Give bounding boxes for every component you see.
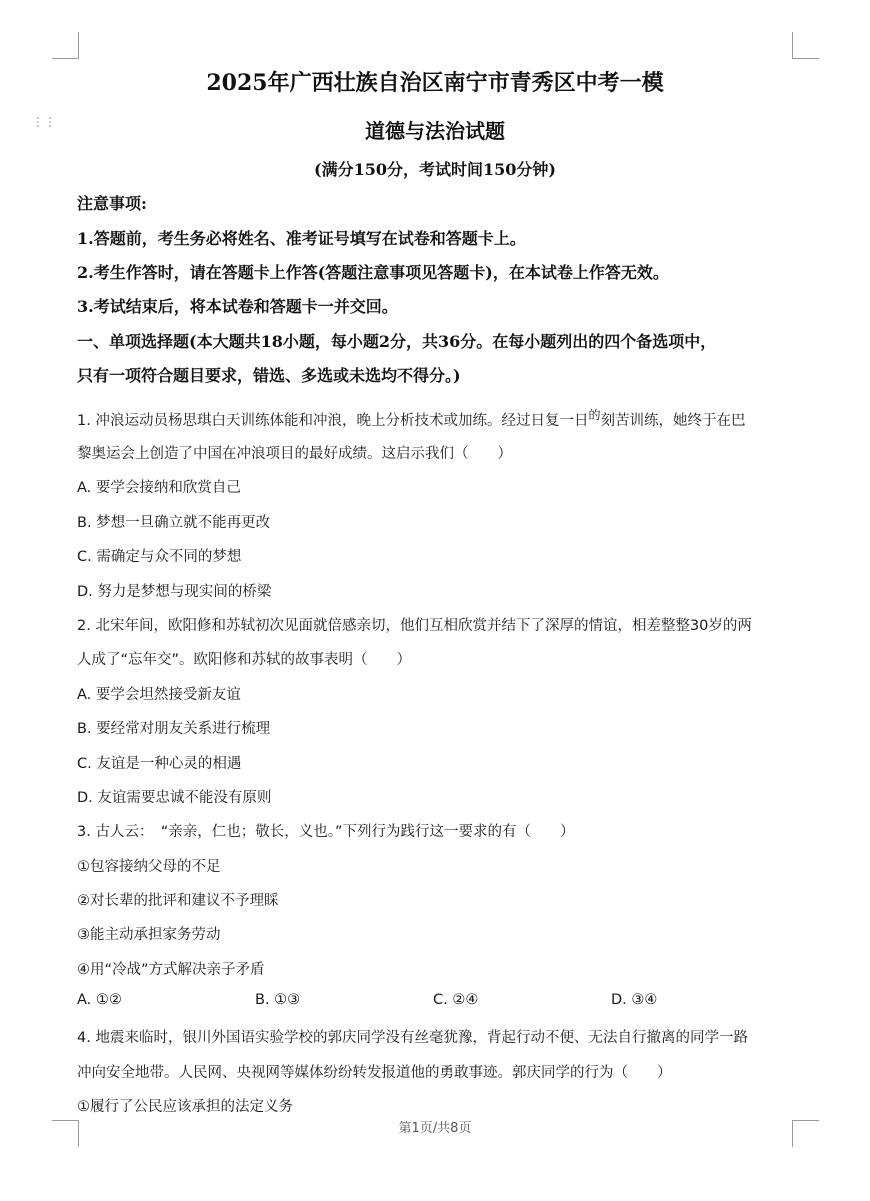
question-3-option-a: A. ①② [77,992,122,1008]
notice-item-2: 2.考生作答时，请在答题卡上作答(答题注意事项见答题卡)，在本试卷上作答无效。 [77,263,669,282]
question-2-option-a: A. 要学会坦然接受新友谊 [77,687,241,703]
question-2-option-b: B. 要经常对朋友关系进行梳理 [77,721,271,737]
crop-mark-top-left [52,32,79,59]
subject-title: 道德与法治试题 [365,119,505,143]
question-2-option-d: D. 友谊需要忠诚不能没有原则 [77,790,272,806]
notice-item-3: 3.考试结束后，将本试卷和答题卡一并交回。 [77,297,398,316]
question-1-option-d: D. 努力是梦想与现实间的桥梁 [77,584,272,600]
question-4-stem-line-2: 冲向安全地带。人民网、央视网等媒体纷纷转发报道他的勇敢事迹。郭庆同学的行为（ ） [77,1065,672,1081]
question-3-item-2: ②对长辈的批评和建议不予理睬 [77,893,279,909]
notice-item-1: 1.答题前，考生务必将姓名、准考证号填写在试卷和答题卡上。 [77,229,526,248]
crop-mark-top-right [792,32,819,59]
question-4-item-1: ①履行了公民应该承担的法定义务 [77,1099,293,1115]
score-note: (满分150分，考试时间150分钟) [314,160,556,179]
section-heading-line-1: 一、单项选择题(本大题共18小题，每小题2分，共36分。在每小题列出的四个备选项中， [77,332,717,351]
question-1-stem-part-a: 1. 冲浪运动员杨思琪白天训练体能和冲浪，晚上分析技术或加练。经过日复一日 [77,412,589,429]
section-heading-line-2: 只有一项符合题目要求，错选、多选或未选均不得分。) [77,366,461,385]
question-3-item-3: ③能主动承担家务劳动 [77,927,221,943]
question-1-stem-part-b: 刻苦训练，她终于在巴 [600,412,746,429]
question-1-stem-line-1 [77,406,745,430]
question-1-option-c: C. 需确定与众不同的梦想 [77,549,242,565]
question-3-item-4: ④用“冷战”方式解决亲子矛盾 [77,962,265,978]
question-4-stem-line-1: 4. 地震来临时，银川外国语实验学校的郭庆同学没有丝毫犹豫，背起行动不便、无法自行撤离的同学一路 [77,1030,748,1046]
notice-heading: 注意事项: [77,194,147,213]
question-3-option-d: D. ③④ [611,992,658,1008]
question-1-stem-line-2: 黎奥运会上创造了中国在冲浪项目的最好成绩。这启示我们（ ） [77,446,512,462]
question-3-item-1: ①包容接纳父母的不足 [77,859,221,875]
question-3-option-b: B. ①③ [255,992,301,1008]
question-2-stem-line-1: 2. 北宋年间，欧阳修和苏轼初次见面就倍感亲切，他们互相欣赏并结下了深厚的情谊，相差整整30岁的两 [77,618,752,634]
page-number: 第1页/共8页 [398,1121,472,1136]
question-1-stem-superscript: 的 [588,408,601,422]
exam-title: 2025年广西壮族自治区南宁市青秀区中考一模 [206,70,664,96]
question-1-option-b: B. 梦想一旦确立就不能再更改 [77,515,271,531]
question-2-stem-line-2: 人成了“忘年交”。欧阳修和苏轼的故事表明（ ） [77,652,412,668]
question-3-option-c: C. ②④ [433,992,479,1008]
drag-handle-icon[interactable]: ⋮⋮ [32,115,56,129]
question-2-option-c: C. 友谊是一种心灵的相遇 [77,756,242,772]
question-1-option-a: A. 要学会接纳和欣赏自己 [77,480,241,496]
question-3-stem: 3. 古人云： “亲亲，仁也；敬长，义也。”下列行为践行这一要求的有（ ） [77,824,575,840]
